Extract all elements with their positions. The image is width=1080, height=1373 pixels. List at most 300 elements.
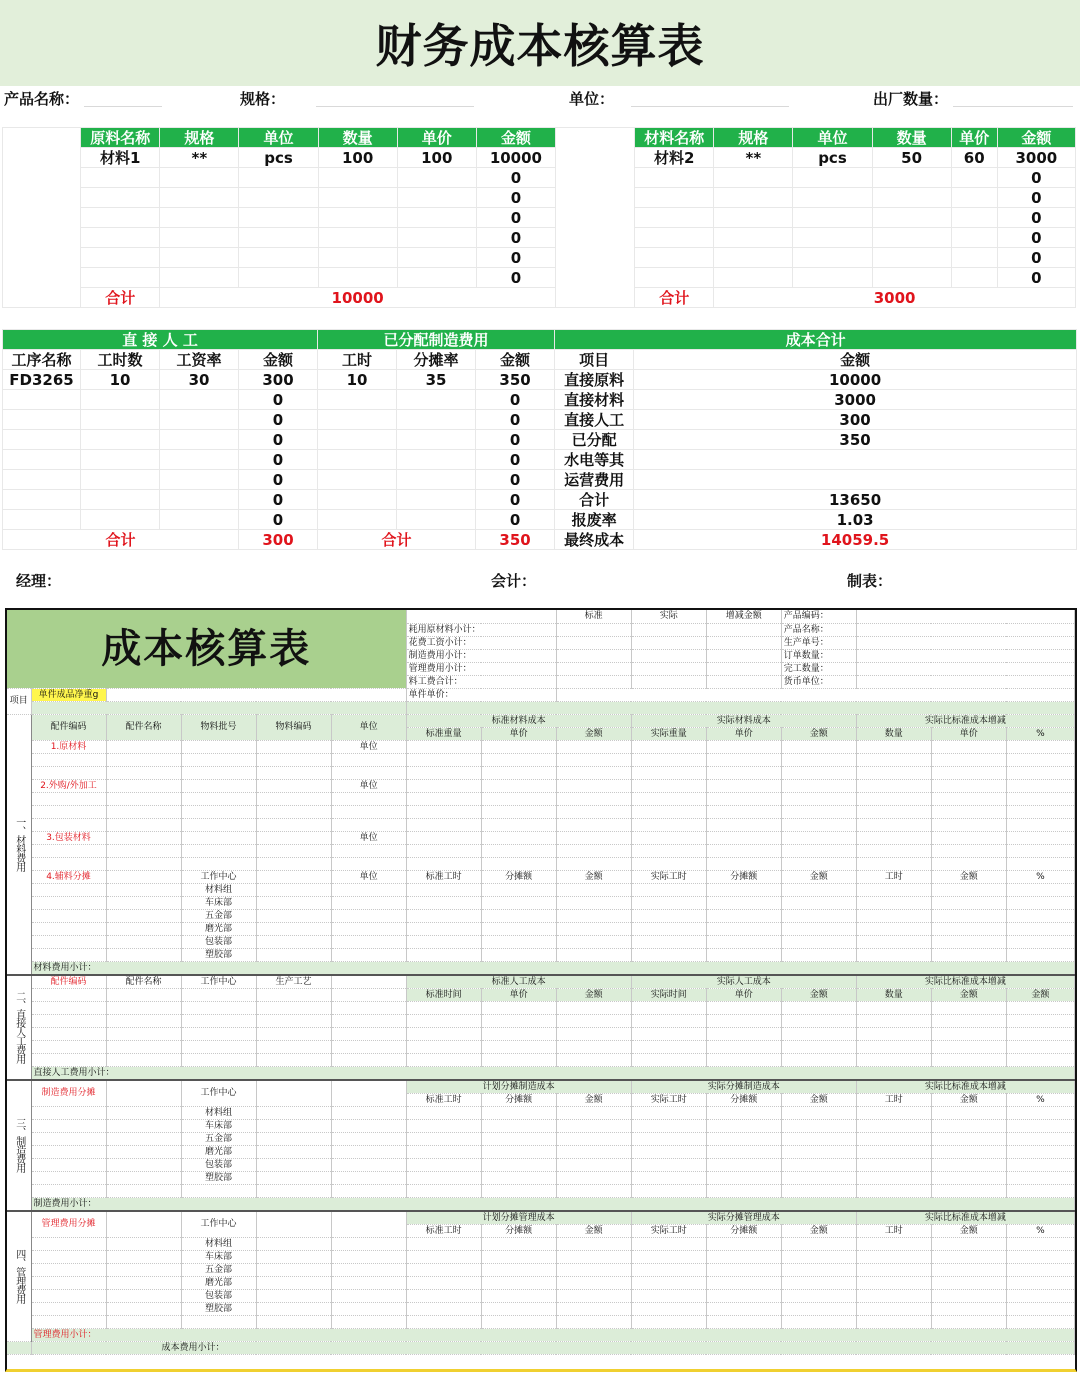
cell[interactable] [856, 1302, 931, 1315]
cell[interactable] [556, 935, 631, 948]
cell[interactable] [481, 1315, 556, 1328]
cell[interactable] [106, 988, 181, 1001]
cell[interactable] [331, 1145, 406, 1158]
cell[interactable] [556, 688, 1074, 701]
cell[interactable] [481, 1053, 556, 1066]
cell[interactable] [1006, 909, 1074, 922]
cell[interactable] [706, 1053, 781, 1066]
cell[interactable]: 0 [476, 248, 555, 268]
cell[interactable] [856, 1001, 931, 1014]
cell[interactable] [931, 1014, 1006, 1027]
cell[interactable] [397, 228, 476, 248]
cell[interactable] [81, 490, 160, 510]
cell[interactable] [781, 831, 856, 844]
cell[interactable] [256, 753, 331, 766]
cell[interactable] [160, 430, 239, 450]
cell[interactable] [181, 1014, 256, 1027]
cell[interactable] [256, 896, 331, 909]
cell[interactable] [481, 792, 556, 805]
cell[interactable] [481, 1302, 556, 1315]
cell[interactable] [256, 1014, 331, 1027]
cell[interactable] [481, 1289, 556, 1302]
cell[interactable] [781, 935, 856, 948]
cell[interactable] [256, 1289, 331, 1302]
cell[interactable] [856, 1053, 931, 1066]
cell[interactable] [481, 831, 556, 844]
cell[interactable] [81, 390, 160, 410]
cell[interactable] [106, 779, 181, 792]
cell[interactable] [406, 831, 481, 844]
cell[interactable] [31, 818, 106, 831]
cell[interactable] [106, 1211, 181, 1238]
cell[interactable] [106, 1132, 181, 1145]
cell[interactable] [406, 1250, 481, 1263]
cell[interactable] [781, 844, 856, 857]
cell[interactable] [106, 1001, 181, 1014]
cell[interactable] [856, 753, 931, 766]
cell[interactable] [106, 792, 181, 805]
cell[interactable] [856, 805, 931, 818]
cell[interactable] [256, 870, 331, 883]
cell[interactable] [556, 1276, 631, 1289]
cell[interactable] [1006, 1289, 1074, 1302]
cell[interactable] [31, 1027, 106, 1040]
cell[interactable] [631, 818, 706, 831]
cell[interactable]: 0 [476, 410, 555, 430]
cell[interactable] [406, 1040, 481, 1053]
cell[interactable] [160, 410, 239, 430]
cell[interactable] [318, 470, 397, 490]
cell[interactable] [1006, 896, 1074, 909]
cell[interactable] [256, 935, 331, 948]
cell[interactable] [181, 1001, 256, 1014]
cell[interactable] [781, 740, 856, 753]
cell[interactable] [406, 857, 481, 870]
cell[interactable] [106, 1315, 181, 1328]
cell[interactable] [397, 188, 476, 208]
cell[interactable] [635, 168, 714, 188]
cell[interactable] [872, 188, 951, 208]
cell[interactable] [406, 1289, 481, 1302]
cell[interactable] [781, 818, 856, 831]
cell[interactable] [239, 268, 318, 288]
cell[interactable] [635, 228, 714, 248]
cell[interactable] [106, 1184, 181, 1197]
cell[interactable] [931, 935, 1006, 948]
cell[interactable] [793, 168, 872, 188]
cell[interactable]: 350 [476, 370, 555, 390]
cell[interactable] [1006, 883, 1074, 896]
cell[interactable] [81, 410, 160, 430]
cell[interactable] [631, 1302, 706, 1315]
cell[interactable] [706, 1171, 781, 1184]
cell[interactable]: 0 [997, 268, 1075, 288]
cell[interactable] [106, 844, 181, 857]
cell[interactable] [714, 248, 793, 268]
cell[interactable] [31, 1289, 106, 1302]
cell[interactable] [481, 1119, 556, 1132]
cell[interactable] [331, 1289, 406, 1302]
cell[interactable] [631, 1184, 706, 1197]
cell[interactable] [706, 805, 781, 818]
cell[interactable] [239, 168, 318, 188]
cell[interactable] [781, 1263, 856, 1276]
cell[interactable] [706, 935, 781, 948]
cell[interactable] [31, 792, 106, 805]
cell[interactable] [1006, 935, 1074, 948]
cell[interactable] [106, 1027, 181, 1040]
cell[interactable] [631, 1040, 706, 1053]
cell[interactable] [481, 1250, 556, 1263]
cell[interactable] [706, 1315, 781, 1328]
cell[interactable] [556, 909, 631, 922]
cell[interactable] [856, 740, 931, 753]
cell[interactable]: 0 [476, 470, 555, 490]
cell[interactable] [256, 909, 331, 922]
cell[interactable] [256, 1171, 331, 1184]
factory-qty-field[interactable]: 出厂数量： [873, 88, 948, 108]
cell[interactable] [106, 1289, 181, 1302]
cell[interactable] [481, 935, 556, 948]
cell[interactable] [256, 1315, 331, 1328]
cell[interactable]: ** [714, 148, 793, 168]
cell[interactable]: 10 [318, 370, 397, 390]
cell[interactable]: 0 [239, 510, 318, 530]
cell[interactable] [931, 1289, 1006, 1302]
cell[interactable] [706, 636, 781, 649]
cell[interactable]: 0 [476, 228, 555, 248]
cell[interactable] [556, 1119, 631, 1132]
cell[interactable] [106, 1263, 181, 1276]
cell[interactable] [181, 792, 256, 805]
cell[interactable] [106, 896, 181, 909]
cell[interactable] [556, 1237, 631, 1250]
cell[interactable] [31, 1132, 106, 1145]
cell[interactable] [1006, 1276, 1074, 1289]
cell[interactable] [331, 1263, 406, 1276]
cell[interactable]: 0 [476, 450, 555, 470]
cell[interactable] [481, 922, 556, 935]
cell[interactable] [256, 1302, 331, 1315]
cell[interactable] [556, 1014, 631, 1027]
cell[interactable] [781, 1106, 856, 1119]
cell[interactable] [1006, 1302, 1074, 1315]
cell[interactable] [256, 766, 331, 779]
cell[interactable] [331, 818, 406, 831]
cell[interactable] [931, 844, 1006, 857]
cell[interactable] [931, 766, 1006, 779]
cell[interactable] [631, 883, 706, 896]
cell[interactable] [106, 935, 181, 948]
cell[interactable] [31, 1145, 106, 1158]
cell[interactable] [31, 805, 106, 818]
cell[interactable] [631, 779, 706, 792]
spec-field[interactable]: 规格： [240, 88, 285, 108]
cell[interactable] [1006, 948, 1074, 961]
cell[interactable] [781, 753, 856, 766]
cell[interactable] [106, 1053, 181, 1066]
cell[interactable] [397, 470, 476, 490]
cell[interactable] [31, 1014, 106, 1027]
cell[interactable] [181, 844, 256, 857]
cell[interactable] [256, 1119, 331, 1132]
cell[interactable] [706, 1119, 781, 1132]
cell[interactable] [706, 792, 781, 805]
cell[interactable] [331, 766, 406, 779]
cell[interactable] [714, 268, 793, 288]
cell[interactable] [256, 1132, 331, 1145]
cell[interactable] [951, 208, 997, 228]
cell[interactable] [931, 1132, 1006, 1145]
cell[interactable] [781, 1145, 856, 1158]
cell[interactable] [331, 922, 406, 935]
cell[interactable] [239, 188, 318, 208]
cell[interactable] [106, 857, 181, 870]
cell[interactable] [931, 909, 1006, 922]
cell[interactable] [406, 1237, 481, 1250]
cell[interactable] [556, 1040, 631, 1053]
cell[interactable] [481, 818, 556, 831]
cell[interactable] [856, 1250, 931, 1263]
cell[interactable] [181, 805, 256, 818]
cell[interactable] [331, 975, 406, 989]
cell[interactable] [781, 1040, 856, 1053]
cell[interactable] [160, 248, 239, 268]
cell[interactable] [106, 688, 406, 701]
cell[interactable] [1006, 1132, 1074, 1145]
cell[interactable] [931, 1119, 1006, 1132]
cell[interactable] [631, 675, 706, 688]
cell[interactable] [1006, 766, 1074, 779]
cell[interactable] [406, 935, 481, 948]
cell[interactable] [556, 766, 631, 779]
cell[interactable] [481, 1158, 556, 1171]
cell[interactable]: 100 [318, 148, 397, 168]
cell[interactable] [631, 649, 706, 662]
cell[interactable] [631, 909, 706, 922]
cost-value[interactable] [634, 450, 1077, 470]
cell[interactable] [331, 1001, 406, 1014]
cell[interactable] [31, 701, 406, 714]
cell[interactable] [706, 857, 781, 870]
cell[interactable] [1006, 857, 1074, 870]
cell[interactable] [406, 1106, 481, 1119]
cell[interactable] [556, 1289, 631, 1302]
cell[interactable] [706, 1001, 781, 1014]
cell[interactable] [1006, 844, 1074, 857]
cell[interactable] [631, 1289, 706, 1302]
cell[interactable] [181, 1315, 256, 1328]
cell[interactable] [256, 988, 331, 1001]
cell[interactable] [631, 1001, 706, 1014]
cell[interactable] [481, 948, 556, 961]
cell[interactable] [872, 168, 951, 188]
cell[interactable] [1006, 1158, 1074, 1171]
cell[interactable] [331, 896, 406, 909]
cell[interactable] [31, 1315, 106, 1328]
cell[interactable] [931, 896, 1006, 909]
cell[interactable] [481, 1040, 556, 1053]
cell[interactable] [1006, 1053, 1074, 1066]
cell[interactable] [106, 909, 181, 922]
cost-value[interactable] [634, 470, 1077, 490]
cell[interactable] [706, 909, 781, 922]
cell[interactable] [160, 168, 239, 188]
cell[interactable] [406, 1171, 481, 1184]
cell[interactable] [1006, 1027, 1074, 1040]
cell[interactable] [931, 818, 1006, 831]
cell[interactable] [331, 988, 406, 1001]
cell[interactable] [706, 1040, 781, 1053]
cell[interactable] [781, 1302, 856, 1315]
cell[interactable] [706, 1014, 781, 1027]
cell[interactable] [856, 623, 1074, 636]
cell[interactable] [714, 228, 793, 248]
cell[interactable] [31, 1184, 106, 1197]
cell[interactable] [31, 1250, 106, 1263]
cell[interactable] [556, 623, 631, 636]
cell[interactable] [181, 753, 256, 766]
cell[interactable] [556, 1158, 631, 1171]
cell[interactable]: ** [160, 148, 239, 168]
cell[interactable] [856, 1171, 931, 1184]
cell[interactable] [31, 922, 106, 935]
cell[interactable] [331, 1080, 406, 1107]
cell[interactable] [706, 740, 781, 753]
cell[interactable] [706, 1132, 781, 1145]
cell[interactable] [3, 390, 81, 410]
cell[interactable] [856, 1276, 931, 1289]
cell[interactable] [331, 948, 406, 961]
cell[interactable] [256, 805, 331, 818]
cell[interactable] [556, 922, 631, 935]
cell[interactable] [256, 883, 331, 896]
cell[interactable] [1006, 1001, 1074, 1014]
cell[interactable] [106, 818, 181, 831]
cell[interactable] [781, 1289, 856, 1302]
cell[interactable] [635, 248, 714, 268]
cell[interactable] [331, 1119, 406, 1132]
cell[interactable] [706, 753, 781, 766]
cell[interactable] [951, 188, 997, 208]
cell[interactable] [631, 1276, 706, 1289]
cell[interactable] [1006, 1184, 1074, 1197]
cell[interactable] [406, 883, 481, 896]
cell[interactable] [256, 1145, 331, 1158]
cell[interactable] [856, 649, 1074, 662]
cell[interactable] [793, 248, 872, 268]
cell[interactable] [106, 1250, 181, 1263]
cell[interactable]: 0 [239, 450, 318, 470]
cell[interactable] [706, 1276, 781, 1289]
cell[interactable] [239, 228, 318, 248]
cell[interactable]: 材料2 [635, 148, 714, 168]
cell[interactable] [256, 792, 331, 805]
cell[interactable] [3, 430, 81, 450]
cell[interactable] [931, 1027, 1006, 1040]
cell[interactable] [106, 922, 181, 935]
cell[interactable] [631, 1250, 706, 1263]
cell[interactable] [318, 430, 397, 450]
cell[interactable] [631, 1158, 706, 1171]
cell[interactable] [106, 1040, 181, 1053]
cost-value[interactable]: 10000 [634, 370, 1077, 390]
cell[interactable] [631, 1145, 706, 1158]
cell[interactable] [481, 779, 556, 792]
cell[interactable] [931, 1184, 1006, 1197]
cell[interactable] [256, 922, 331, 935]
cell[interactable] [556, 948, 631, 961]
cell[interactable] [31, 896, 106, 909]
cell[interactable] [256, 740, 331, 753]
cell[interactable] [31, 766, 106, 779]
cell[interactable] [556, 1184, 631, 1197]
cell[interactable] [331, 753, 406, 766]
cell[interactable] [318, 510, 397, 530]
cell[interactable] [631, 948, 706, 961]
cell[interactable] [781, 1171, 856, 1184]
cell[interactable] [256, 1158, 331, 1171]
cell[interactable] [931, 1158, 1006, 1171]
cell[interactable] [951, 168, 997, 188]
cell[interactable] [31, 1001, 106, 1014]
cell[interactable] [256, 857, 331, 870]
cell[interactable] [160, 510, 239, 530]
cell[interactable] [106, 1171, 181, 1184]
cell[interactable] [481, 1171, 556, 1184]
cell[interactable] [781, 857, 856, 870]
cell[interactable] [481, 883, 556, 896]
cell[interactable] [81, 188, 160, 208]
cell[interactable] [181, 831, 256, 844]
cell[interactable] [781, 805, 856, 818]
cell[interactable] [556, 1302, 631, 1315]
cell[interactable] [181, 818, 256, 831]
cell[interactable] [31, 844, 106, 857]
cell[interactable] [256, 831, 331, 844]
cell[interactable] [631, 1106, 706, 1119]
cell[interactable] [256, 1250, 331, 1263]
cell[interactable] [706, 948, 781, 961]
cell[interactable] [31, 935, 106, 948]
cell[interactable] [931, 1302, 1006, 1315]
cell[interactable] [406, 610, 556, 623]
cell[interactable]: 0 [476, 490, 555, 510]
cell[interactable] [318, 228, 397, 248]
product-name-field[interactable]: 产品名称： [4, 88, 79, 108]
cell[interactable] [331, 1171, 406, 1184]
cell[interactable] [706, 1106, 781, 1119]
cell[interactable] [81, 268, 160, 288]
cell[interactable] [706, 1302, 781, 1315]
cell[interactable] [318, 390, 397, 410]
cell[interactable] [256, 1053, 331, 1066]
cell[interactable] [856, 818, 931, 831]
cell[interactable] [793, 208, 872, 228]
cell[interactable] [1006, 779, 1074, 792]
cell[interactable] [256, 1106, 331, 1119]
cell[interactable] [781, 1250, 856, 1263]
cell[interactable] [256, 1184, 331, 1197]
cell[interactable] [481, 1106, 556, 1119]
cell[interactable] [556, 818, 631, 831]
cell[interactable] [781, 1158, 856, 1171]
cell[interactable] [635, 268, 714, 288]
cell[interactable] [556, 1145, 631, 1158]
cell[interactable] [631, 922, 706, 935]
cell[interactable]: 30 [160, 370, 239, 390]
cell[interactable] [160, 188, 239, 208]
